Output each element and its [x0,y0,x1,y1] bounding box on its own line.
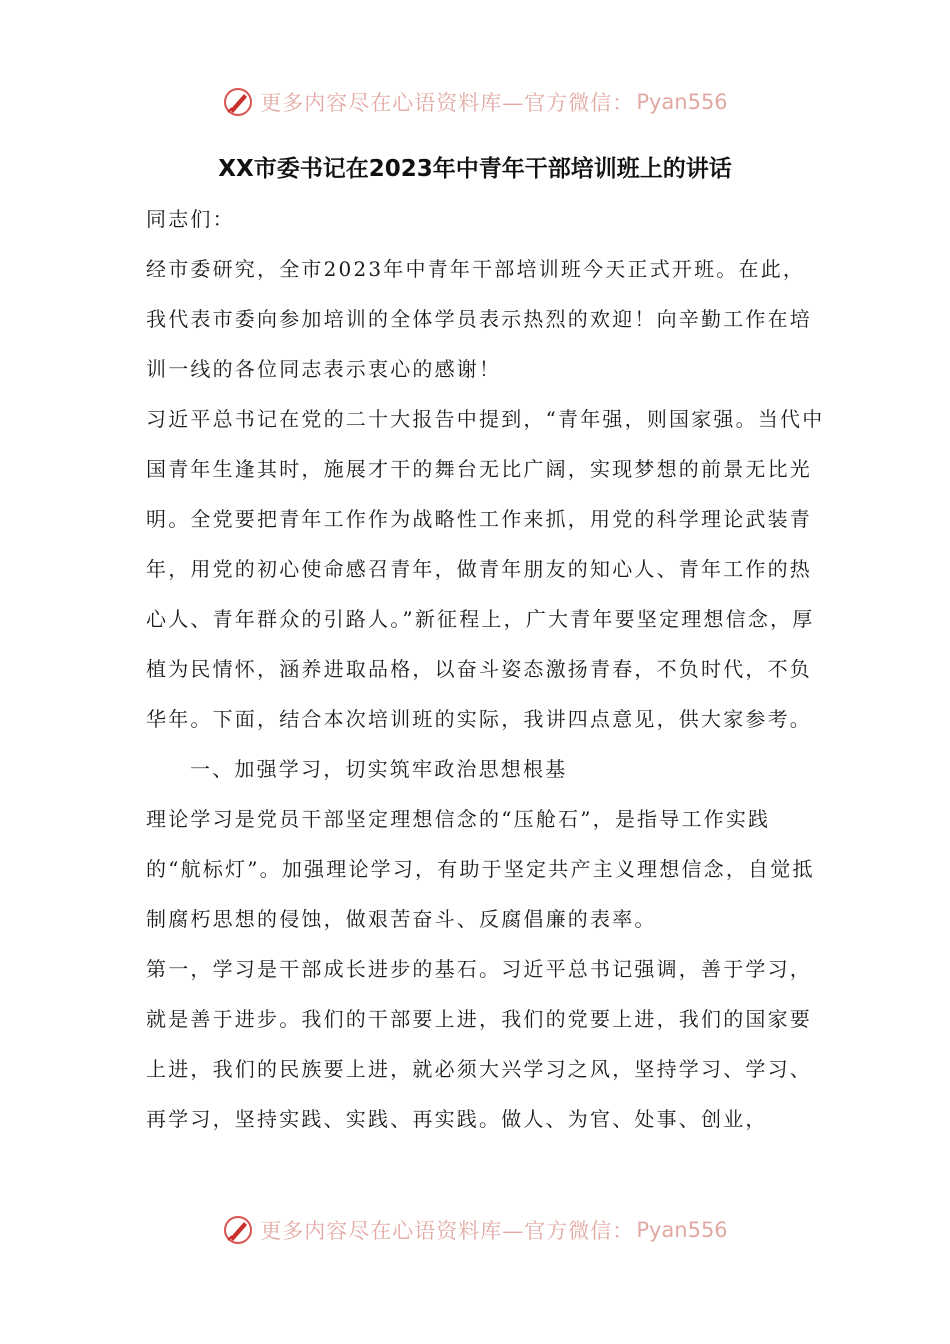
watermark-header [0,80,950,124]
paragraph: 第一，学习是干部成长进步的基石。习近平总书记强调，善于学习，就是善于进步。我们的干部要上进，我们的党要上进，我们的国家要上进，我们的民族要上进，就必须大兴学习之风，坚持学习、学习、再学习，坚持实践、实践、再实践。做人、为官、处事、创业， [146,957,812,1131]
pen-logo-icon [222,1214,254,1246]
watermark-footer [0,1208,950,1252]
paragraph: 理论学习是党员干部坚定理想信念的“压舱石”，是指导工作实践的“航标灯”。加强理论学习，有助于坚定共产主义理想信念，自觉抵制腐朽思想的侵蚀，做艰苦奋斗、反腐倡廉的表率。 [146,807,815,931]
document-body [146,194,826,1144]
pen-logo-icon [222,86,254,118]
watermark-text: 更多内容尽在心语资料库—官方微信： [260,1219,635,1243]
watermark-text: 更多内容尽在心语资料库—官方微信： [260,91,635,115]
section-heading: 一、加强学习，切实筑牢政治思想根基 [190,757,568,781]
watermark-wechat-id: Pyan556 [636,1218,728,1242]
document-title: XX市委书记在2023年中青年干部培训班上的讲话 [218,156,732,182]
paragraph: 经市委研究，全市2023年中青年干部培训班今天正式开班。在此，我代表市委向参加培训的全体学员表示热烈的欢迎！向辛勤工作在培训一线的各位同志表示衷心的感谢！ [146,257,812,381]
paragraph: 同志们： [146,207,235,231]
paragraph: 习近平总书记在党的二十大报告中提到，“青年强，则国家强。当代中国青年生逢其时，施展才干的舞台无比广阔，实现梦想的前景无比光明。全党要把青年工作作为战略性工作来抓，用党的科学理论武装青年，用党的初心使命感召青年，做青年朋友的知心人、青年工作的热心人、青年群众的引路人。”新征程上，广大青年要坚定理想信念，厚植为民情怀，涵养进取品格，以奋斗姿态激扬青春，不负时代，不负华年。下面，结合本次培训班的实际，我讲四点意见，供大家参考。 [146,407,825,731]
watermark-wechat-id: Pyan556 [636,90,728,114]
